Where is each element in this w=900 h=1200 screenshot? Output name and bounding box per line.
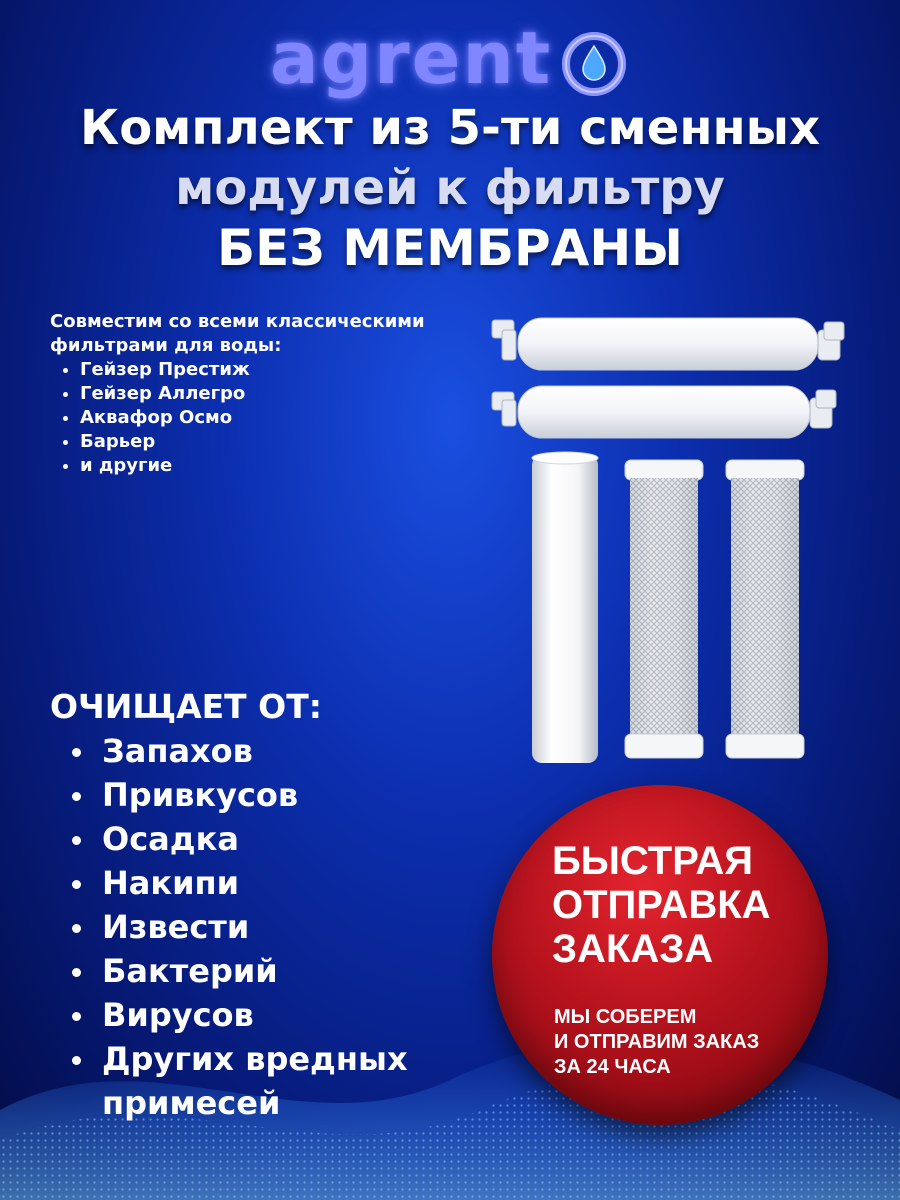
brand-logo [270, 18, 650, 104]
filter-cartridges-image [480, 300, 880, 780]
carbon-cartridge-2 [726, 460, 804, 758]
compatibility-heading: Совместим со всеми классическими фильтрами для воды: [50, 311, 425, 356]
list-item: Вирусов [102, 993, 500, 1037]
water-drop-icon [560, 30, 628, 98]
inline-cartridge-2 [492, 386, 836, 438]
cleans-heading: ОЧИЩАЕТ ОТ: [50, 687, 322, 726]
badge-line-3: ЗАКАЗА [552, 927, 714, 971]
inline-cartridge-1 [492, 318, 844, 370]
cleans-block [50, 685, 500, 1125]
badge-sub-3: ЗА 24 ЧАСА [554, 1056, 671, 1078]
fast-shipping-badge [492, 785, 828, 1125]
list-item: • и другие [80, 454, 490, 478]
list-item: • Гейзер Аллегро [80, 382, 490, 406]
sediment-cartridge [532, 452, 598, 763]
list-item: Накипи [102, 861, 500, 905]
badge-line-1: БЫСТРАЯ [552, 839, 754, 883]
badge-sub-2: И ОТПРАВИМ ЗАКАЗ [554, 1031, 760, 1053]
title-line-3: БЕЗ МЕМБРАНЫ [217, 219, 683, 277]
cleans-list [50, 729, 500, 1125]
badge-line-2: ОТПРАВКА [552, 883, 771, 927]
list-item: Извести [102, 905, 500, 949]
compatibility-block [50, 310, 490, 478]
list-item: Бактерий [102, 949, 500, 993]
list-item: • Аквафор Осмо [80, 406, 490, 430]
list-item: Запахов [102, 729, 500, 773]
badge-sub-1: МЫ СОБЕРЕМ [554, 1006, 697, 1028]
compatibility-list [50, 358, 490, 478]
list-item: • Барьер [80, 430, 490, 454]
list-item: • Гейзер Престиж [80, 358, 490, 382]
list-item: Привкусов [102, 773, 500, 817]
title-line-1: Комплект из 5-ти сменных [79, 100, 821, 156]
title-line-2: модулей к фильтру [175, 160, 725, 216]
list-item: Осадка [102, 817, 500, 861]
carbon-cartridge-1 [625, 460, 703, 758]
brand-name: agrent [270, 16, 553, 100]
list-item: Других вредных примесей [102, 1037, 432, 1125]
